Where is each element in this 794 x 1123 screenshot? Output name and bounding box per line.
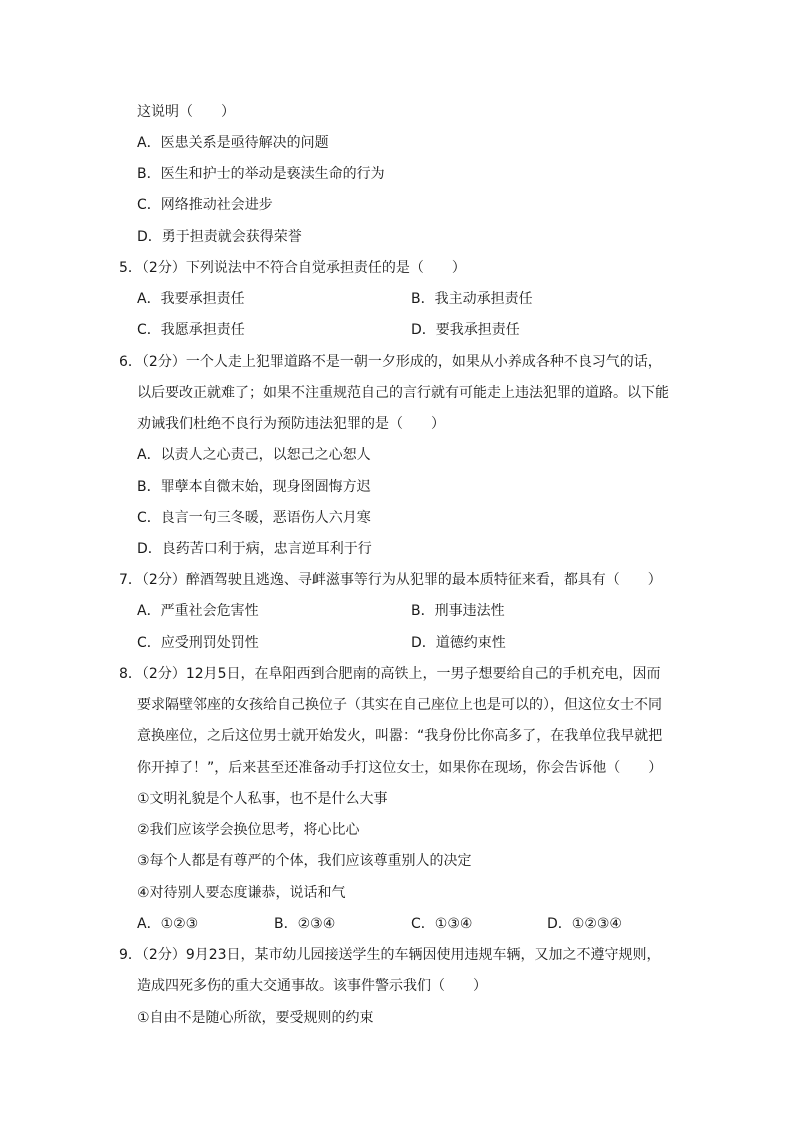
q8-item-1: ①文明礼貌是个人私事，也不是什么大事 (137, 791, 388, 807)
q6-stem-line-2: 以后要改正就难了；如果不注重规范自己的言行就有可能走上违法犯罪的道路。以下能 (137, 385, 669, 401)
q4-option-d: D．勇于担责就会获得荣誉 (137, 229, 302, 245)
q8-stem-line-2: 要求隔壁邻座的女孩给自己换位子（其实在自己座位上也是可以的），但这位女士不同 (137, 697, 662, 713)
q9-stem-line-2: 造成四死多伤的重大交通事故。该事件警示我们（ ） (137, 978, 487, 994)
q6-option-d: D．良药苦口利于病，忠言逆耳利于行 (137, 541, 372, 557)
q7-stem: 7．（2分）醉酒驾驶且逃逸、寻衅滋事等行为从犯罪的最本质特征来看，都具有（ ） (119, 572, 662, 588)
q5-stem: 5．（2分）下列说法中不符合自觉承担责任的是（ ） (119, 260, 466, 276)
q6-option-c: C．良言一句三冬暖，恶语伤人六月寒 (137, 510, 371, 526)
q6-option-b: B．罪孽本自微末始，现身囹圄悔方迟 (137, 479, 371, 495)
q9-stem-line-1: 9．（2分）9月23日，某市幼儿园接送学生的车辆因使用违规车辆，又加之不遵守规则， (119, 947, 661, 963)
q5-option-d: D．要我承担责任 (411, 322, 520, 338)
q8-option-c: C．①③④ (411, 916, 473, 932)
q6-stem-line-1: 6．（2分）一个人走上犯罪道路不是一朝一夕形成的，如果从小养成各种不良习气的话， (119, 354, 662, 370)
q7-option-d: D．道德约束性 (411, 635, 506, 651)
q4-option-c: C．网络推动社会进步 (137, 197, 273, 213)
q8-stem-line-4: 你开掉了！”，后来甚至还准备动手打这位女士，如果你在现场，你会告诉他（ ） (137, 760, 663, 776)
q7-option-c: C．应受刑罚处罚性 (137, 635, 259, 651)
q8-option-d: D．①②③④ (547, 916, 622, 932)
q4-option-a: A．医患关系是亟待解决的问题 (137, 135, 329, 151)
q8-option-a: A．①②③ (137, 916, 199, 932)
q6-option-a: A．以责人之心责己，以恕己之心恕人 (137, 447, 371, 463)
q6-stem-line-3: 劝诫我们杜绝不良行为预防违法犯罪的是（ ） (137, 416, 445, 432)
q8-item-2: ②我们应该学会换位思考，将心比心 (137, 822, 360, 838)
q5-option-b: B．我主动承担责任 (411, 291, 533, 307)
q8-item-4: ④对待别人要态度谦恭，说话和气 (137, 885, 346, 901)
q9-item-1: ①自由不是随心所欲，要受规则的约束 (137, 1010, 374, 1026)
q8-item-3: ③每个人都是有尊严的个体，我们应该尊重别人的决定 (137, 853, 472, 869)
q8-stem-line-1: 8．（2分）12月5日，在阜阳西到合肥南的高铁上，一男子想要给自己的手机充电，因而 (119, 666, 661, 682)
q4-option-b: B．医生和护士的举动是亵渎生命的行为 (137, 166, 385, 182)
q8-option-b: B．②③④ (274, 916, 336, 932)
q8-stem-line-3: 意换座位，之后这位男士就开始发火，叫嚣：“我身份比你高多了，在我单位我早就把 (137, 728, 663, 744)
q5-option-a: A．我要承担责任 (137, 291, 245, 307)
q5-option-c: C．我愿承担责任 (137, 322, 245, 338)
q7-option-a: A．严重社会危害性 (137, 603, 259, 619)
q4-tail: 这说明（ ） (137, 104, 235, 120)
q7-option-b: B．刑事违法性 (411, 603, 505, 619)
